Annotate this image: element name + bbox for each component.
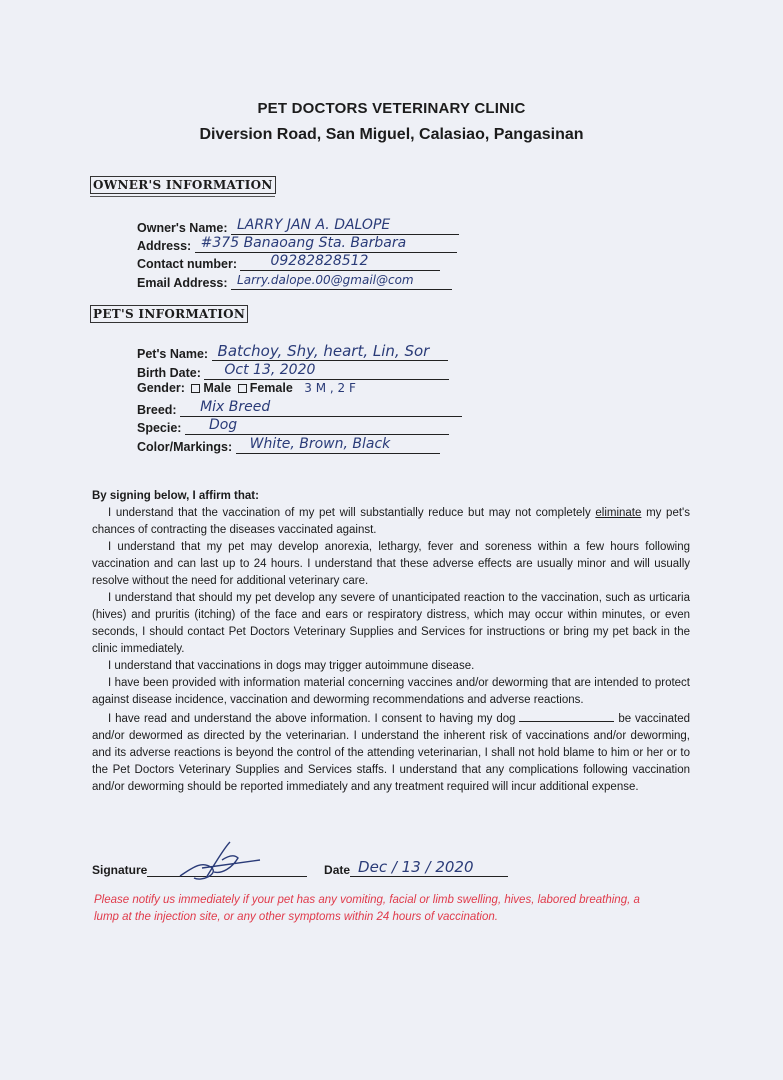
- consent-underlined-word: eliminate: [595, 507, 642, 519]
- pet-name-field[interactable]: Batchoy, Shy, heart, Lin, Sor: [212, 342, 448, 361]
- gender-note: 3 M , 2 F: [304, 381, 356, 395]
- consent-statement: [92, 488, 690, 796]
- pet-birth-label: Birth Date:: [137, 366, 201, 380]
- handwritten-signature: [172, 838, 272, 886]
- owner-section-title: OWNER'S INFORMATION: [90, 176, 276, 194]
- consent-paragraph-2: I understand that my pet may develop anorexia, lethargy, fever and soreness within a few hours following vaccination and can last up to 24 hours. I understand that these adverse effects are usually minor and will usually resolve without the need for additional veterinary care.: [92, 541, 690, 587]
- notice-text: Please notify us immediately if your pet has any vomiting, facial or limb swelling, hives, labored breathing, a lump at the injection site, or any other symptoms within 24 hours of vaccination.: [94, 894, 640, 923]
- pet-specie-row: [137, 416, 449, 434]
- divider: [90, 196, 275, 197]
- date-label: Date: [324, 863, 351, 877]
- consent-text: I have read and understand the above information. I consent to having my dog: [108, 713, 520, 725]
- consent-paragraph-6: [92, 709, 690, 796]
- pet-breed-label: Breed:: [137, 403, 177, 417]
- owner-name-label: Owner's Name:: [137, 221, 228, 235]
- owner-address-label: Address:: [137, 239, 192, 253]
- pet-color-label: Color/Markings:: [137, 440, 233, 454]
- owner-contact-label: Contact number:: [137, 257, 237, 271]
- clinic-name: PET DOCTORS VETERINARY CLINIC: [257, 100, 526, 117]
- consent-paragraph-5: I have been provided with information material concerning vaccines and/or deworming that are intended to protect against disease incidence, vaccination and deworming recommendations and adverse reactions.: [92, 677, 690, 706]
- owner-contact-field[interactable]: 09282828512: [240, 252, 440, 271]
- male-label: Male: [203, 381, 232, 395]
- owner-email-row: [137, 271, 452, 289]
- consent-text: I understand that the vaccination of my pet will substantially reduce but may not completely: [108, 507, 596, 519]
- clinic-address: Diversion Road, San Miguel, Calasiao, Pangasinan: [199, 126, 584, 143]
- pet-name-row: [137, 342, 448, 360]
- pet-breed-field[interactable]: Mix Breed: [180, 398, 462, 417]
- owner-name-field[interactable]: LARRY JAN A. DALOPE: [231, 216, 459, 235]
- dog-name-blank[interactable]: [519, 709, 614, 722]
- owner-email-label: Email Address:: [137, 276, 228, 290]
- owner-address-row: [137, 234, 457, 252]
- consent-intro: By signing below, I affirm that:: [92, 490, 259, 502]
- female-checkbox[interactable]: [238, 384, 247, 393]
- pet-birth-row: [137, 361, 449, 379]
- pet-color-row: [137, 435, 440, 453]
- pet-section-title: PET'S INFORMATION: [90, 305, 248, 323]
- signature-label: Signature: [92, 863, 148, 877]
- owner-address-field[interactable]: #375 Banaoang Sta. Barbara: [195, 234, 457, 253]
- pet-gender-row: [137, 381, 356, 395]
- consent-paragraph-3: I understand that should my pet develop any severe of unanticipated reaction to the vaccination, such as urticaria (hives) and pruritis (itching) of the face and ears or respiratory distress, which may occur within minutes, or even seconds, I should contact Pet Doctors Veterinary Supplies and Services for instructions or bring my pet back in the clinic immediately.: [92, 592, 690, 655]
- owner-name-row: [137, 216, 459, 234]
- signature-row: [92, 858, 508, 877]
- date-field[interactable]: Dec / 13 / 2020: [350, 858, 508, 877]
- owner-email-field[interactable]: Larry.dalope.00@gmail@com: [231, 271, 452, 290]
- pet-birth-field[interactable]: Oct 13, 2020: [204, 361, 449, 380]
- pet-specie-field[interactable]: Dog: [185, 416, 449, 435]
- pet-breed-row: [137, 398, 462, 416]
- owner-contact-row: [137, 252, 440, 270]
- pet-specie-label: Specie:: [137, 421, 182, 435]
- female-label: Female: [249, 381, 293, 395]
- pet-gender-label: Gender:: [137, 381, 185, 395]
- pet-name-label: Pet's Name:: [137, 347, 209, 361]
- consent-text: my pet's chances of contracting the diseases vaccinated against.: [92, 507, 690, 536]
- pet-color-field[interactable]: White, Brown, Black: [236, 435, 440, 454]
- male-checkbox[interactable]: [191, 384, 200, 393]
- consent-text: be vaccinated and/or dewormed as directed by the veterinarian. I understand the inherent risk of vaccinations and/or deworming, and its adverse reactions is beyond the control of the attending veterinarian, I shall not hold blame to him or her or to the Pet Doctors Veterinary Supplies and Services staffs. I understand that any complications following vaccination and/or deworming should be reported immediately and any treatment required will incur additional expense.: [92, 713, 691, 793]
- consent-paragraph-1: [92, 505, 690, 539]
- consent-paragraph-4: I understand that vaccinations in dogs may trigger autoimmune disease.: [108, 660, 475, 672]
